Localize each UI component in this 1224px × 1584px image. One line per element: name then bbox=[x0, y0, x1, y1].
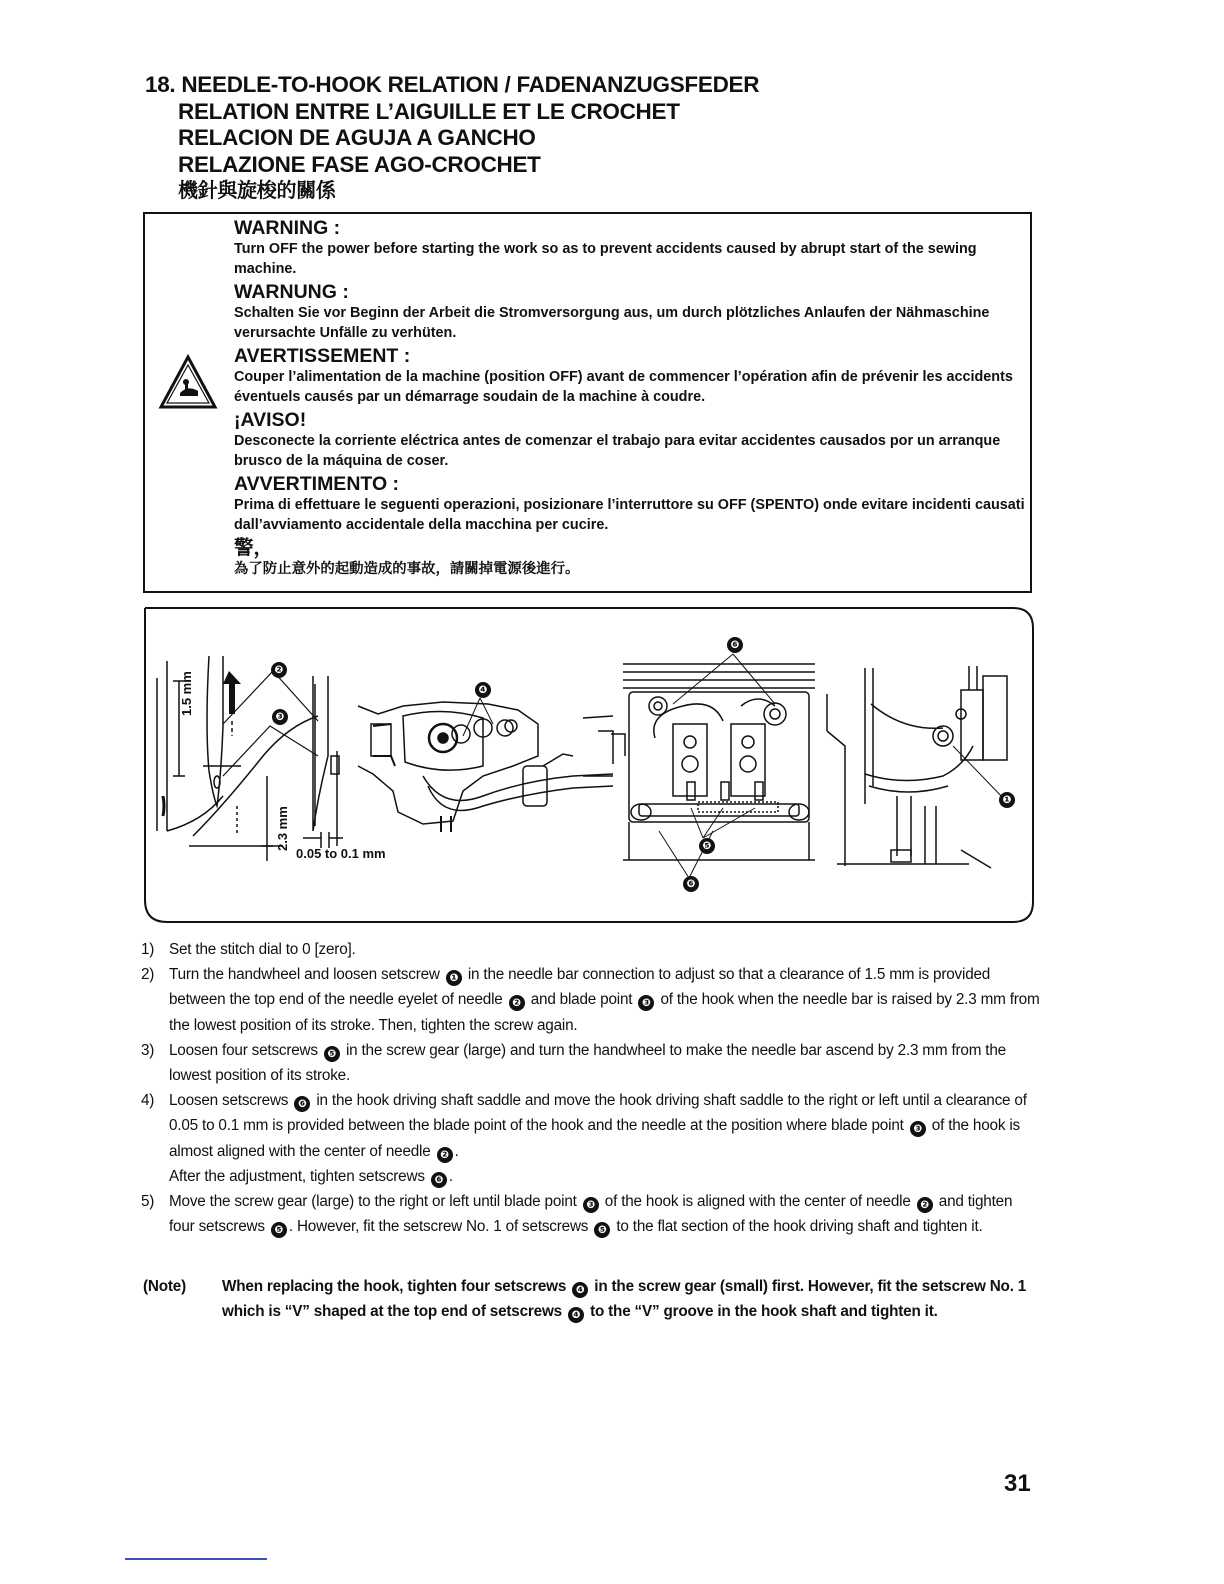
warning-text-it: Prima di effettuare le seguenti operazioni, posizionare l’interruttore su OFF (SPENTO) onde evitare incidenti causati dall’avviamento accidentale della macchina per cucire. bbox=[234, 497, 1025, 533]
dimension-label-1-5mm: 1.5 mm bbox=[179, 671, 194, 716]
figure-marker-6-bottom: ❻ bbox=[683, 876, 699, 892]
marker-6: ❻ bbox=[294, 1096, 310, 1112]
note-label: (Note) bbox=[143, 1278, 186, 1295]
warning-text-fr: Couper l’alimentation de la machine (position OFF) avant de commencer l’opération afin de prévenir les accidents éventuels causés par un démarrage soudain de la machine à coudre. bbox=[234, 369, 1013, 405]
marker-2: ❷ bbox=[509, 995, 525, 1011]
section-title-fr: RELATION ENTRE L’AIGUILLE ET LE CROCHET bbox=[178, 98, 680, 124]
marker-5: ❺ bbox=[594, 1222, 610, 1238]
marker-5: ❺ bbox=[271, 1222, 287, 1238]
section-title-block bbox=[145, 72, 1045, 205]
needle-bar-side-view bbox=[827, 666, 1007, 868]
mechanism-front-view bbox=[611, 664, 815, 860]
procedure-step bbox=[141, 937, 1041, 962]
section-title-it: RELAZIONE FASE AGO-CROCHET bbox=[178, 151, 541, 177]
marker-3: ❸ bbox=[583, 1197, 599, 1213]
step-number: 5) bbox=[141, 1193, 155, 1211]
step-text: Loosen setscrews ❻ in the hook driving shaft saddle and move the hook driving shaft saddle to the right or left until a clearance of 0.05 to 0.1 mm is provided between the blade point of the hook and the needle at the position where blade point ❸ of the hook is almost aligned with the center of needle ❷ . bbox=[169, 1092, 1027, 1161]
step-number: 2) bbox=[141, 966, 155, 984]
section-title-zh: 機針與旋梭的關係 bbox=[178, 180, 336, 202]
warning-triangle-icon bbox=[158, 354, 218, 410]
footer-rule bbox=[125, 1558, 267, 1560]
warning-heading-es: ¡AVISO! bbox=[234, 409, 307, 431]
warning-content bbox=[234, 217, 1026, 582]
marker-4: ❹ bbox=[568, 1307, 584, 1323]
marker-3: ❸ bbox=[910, 1121, 926, 1137]
marker-6: ❻ bbox=[431, 1172, 447, 1188]
warning-heading-fr: AVERTISSEMENT : bbox=[234, 345, 411, 367]
marker-5: ❺ bbox=[324, 1046, 340, 1062]
warning-text-de: Schalten Sie vor Beginn der Arbeit die Stromversorgung aus, um durch plötzliches Anlaufen der Nähmaschine verursachte Unfälle zu verhüten. bbox=[234, 305, 990, 341]
warning-heading-en: WARNING : bbox=[234, 217, 341, 239]
note-block bbox=[143, 1274, 1043, 1324]
warning-text-es: Desconecte la corriente eléctrica antes de comenzar el trabajo para evitar accidentes causados por un arranque brusco de la máquina de coser. bbox=[234, 433, 1001, 469]
procedure-step bbox=[141, 962, 1041, 1038]
dimension-label-2-3mm: 2.3 mm bbox=[275, 806, 290, 851]
figure-marker-1: ❶ bbox=[999, 792, 1015, 808]
marker-4: ❹ bbox=[572, 1282, 588, 1298]
step-text-after: After the adjustment, tighten setscrews ❻ . bbox=[169, 1167, 453, 1186]
step-number: 1) bbox=[141, 941, 155, 958]
figure-marker-2: ❷ bbox=[271, 662, 287, 678]
note-text: When replacing the hook, tighten four setscrews ❹ in the screw gear (small) first. However, fit the setscrew No. 1 which is “V” shaped at the top end of setscrews ❹ to the “V” groove in the hook shaft and tighten it. bbox=[222, 1278, 1027, 1322]
figure-marker-3: ❸ bbox=[272, 709, 288, 725]
figure-marker-4: ❹ bbox=[475, 682, 491, 698]
marker-2: ❷ bbox=[917, 1197, 933, 1213]
marker-2: ❷ bbox=[437, 1147, 453, 1163]
needle-hook-figure bbox=[143, 606, 1036, 924]
section-number: 18. bbox=[145, 72, 176, 97]
warning-text-en: Turn OFF the power before starting the work so as to prevent accidents caused by abrupt start of the sewing machine. bbox=[234, 241, 977, 277]
warning-text-zh: 為了防止意外的起動造成的事故，請關掉電源後進行。 bbox=[234, 561, 580, 577]
warning-heading-it: AVVERTIMENTO : bbox=[234, 473, 400, 495]
procedure-step bbox=[141, 1189, 1041, 1239]
figure-frame-border bbox=[145, 608, 1033, 922]
warning-heading-de: WARNUNG : bbox=[234, 281, 349, 303]
procedure-step bbox=[141, 1038, 1041, 1088]
step-number: 4) bbox=[141, 1092, 155, 1110]
step-text: Set the stitch dial to 0 [zero]. bbox=[169, 941, 356, 958]
page-number: 31 bbox=[1004, 1470, 1031, 1497]
section-title-en-de: 18. NEEDLE-TO-HOOK RELATION / FADENANZUGSFEDER bbox=[145, 72, 760, 97]
step-text: Turn the handwheel and loosen setscrew ❶ in the needle bar connection to adjust so that a clearance of 1.5 mm is provided between the top end of the needle eyelet of needle ❷ and blade point ❸ of the hook when the needle bar is raised by 2.3 mm from the lowest position of its stroke. Then, tighten the screw again. bbox=[169, 966, 1040, 1034]
step-number: 3) bbox=[141, 1041, 155, 1059]
procedure-steps bbox=[141, 937, 1041, 1239]
step-text: Loosen four setscrews ❺ in the screw gear (large) and turn the handwheel to make the needle bar ascend by 2.3 mm from the lowest position of its stroke. bbox=[169, 1041, 1006, 1085]
figure-marker-5: ❺ bbox=[699, 838, 715, 854]
marker-3: ❸ bbox=[638, 995, 654, 1011]
section-title-es: RELACION DE AGUJA A GANCHO bbox=[178, 125, 536, 150]
marker-1: ❶ bbox=[446, 970, 462, 986]
figure-marker-6-top: ❻ bbox=[727, 637, 743, 653]
procedure-step bbox=[141, 1088, 1041, 1189]
warning-box bbox=[143, 212, 1032, 593]
hook-side-view bbox=[358, 702, 613, 832]
step-text: Move the screw gear (large) to the right or left until blade point ❸ of the hook is aligned with the center of needle ❷ and tighten four setscrews ❺ . However, fit the setscrew No. 1 of setscrews ❺ to the flat section of the hook driving shaft and tighten it. bbox=[169, 1193, 1013, 1237]
dimension-label-gap: 0.05 to 0.1 mm bbox=[296, 846, 386, 861]
warning-heading-zh: 警， bbox=[234, 537, 274, 559]
